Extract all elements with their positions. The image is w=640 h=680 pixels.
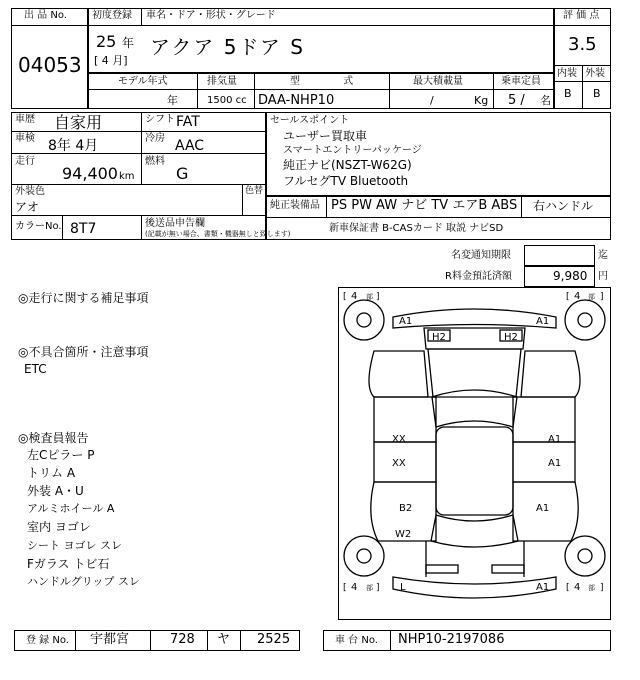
max-load-label: 最大積載量 bbox=[413, 76, 463, 87]
year-unit: 年 bbox=[122, 36, 135, 50]
inspector-line-6: シート ヨゴレ スレ bbox=[27, 539, 122, 552]
mark-right-rear-door: A1 bbox=[548, 458, 562, 469]
roof bbox=[436, 427, 513, 515]
svg-text:]: ] bbox=[376, 583, 380, 593]
mark-left-front-door: XX bbox=[392, 434, 406, 445]
defects-label: ◎不具合箇所・注意事項 bbox=[18, 345, 149, 359]
tire-front-left bbox=[344, 300, 384, 340]
mark-rear-bumper-left: L bbox=[400, 582, 406, 593]
svg-text:]: ] bbox=[600, 583, 604, 593]
mileage-unit: km bbox=[119, 171, 135, 182]
interior-grade: B bbox=[564, 87, 572, 100]
lot-label: 出 品 No. bbox=[24, 10, 67, 21]
rear-bumper bbox=[393, 577, 556, 598]
capacity: 5 / bbox=[508, 93, 525, 108]
car-name: アクア 5ドア S bbox=[150, 35, 305, 59]
inspection: 8年 4月 bbox=[48, 138, 99, 154]
max-load-unit: Kg bbox=[474, 94, 489, 107]
model-year-unit: 年 bbox=[167, 94, 178, 107]
history: 自家用 bbox=[54, 113, 103, 132]
steering: 右ハンドル bbox=[533, 199, 594, 213]
right-front-door bbox=[513, 397, 575, 442]
mileage-label: 走行 bbox=[15, 156, 35, 167]
recycle-label: R料金預託済額 bbox=[445, 271, 512, 282]
score-label: 評 価 点 bbox=[563, 10, 600, 21]
model-code: DAA-NHP10 bbox=[258, 93, 335, 108]
sales-point-2: スマートエントリーパッケージ bbox=[283, 145, 422, 156]
shift-label: シフト bbox=[145, 114, 175, 125]
notice-unit: 迄 bbox=[598, 250, 608, 261]
inspector-line-3: 外装 A・U bbox=[27, 484, 84, 498]
tire-br: 4 bbox=[574, 582, 581, 593]
tire-unit-tl: 部 bbox=[366, 293, 373, 301]
svg-text:]: ] bbox=[600, 292, 604, 302]
svg-text:[: [ bbox=[343, 583, 347, 593]
capacity-unit: 名 bbox=[540, 94, 551, 107]
exterior-color-label: 外装色 bbox=[15, 186, 45, 197]
equipment-docs: 新車保証書 B-CASカード 取説 ナビSD bbox=[329, 223, 504, 234]
svg-text:部: 部 bbox=[588, 584, 595, 592]
tire-bl: 4 bbox=[351, 582, 358, 593]
first-reg-label: 初度登録 bbox=[92, 10, 132, 21]
mark-front-bumper-right: A1 bbox=[536, 316, 550, 327]
mark-left-rear-wheel: W2 bbox=[395, 529, 412, 540]
right-front-fender bbox=[521, 351, 580, 397]
fuel-label: 燃料 bbox=[145, 156, 165, 167]
reg-number: 2525 bbox=[257, 632, 291, 647]
first-reg-year: 25 bbox=[96, 32, 117, 51]
tire-rear-right bbox=[565, 536, 605, 576]
mark-right-front-door: A1 bbox=[548, 434, 562, 445]
svg-text:]: ] bbox=[376, 292, 380, 302]
interior-label: 内装 bbox=[557, 68, 577, 79]
chassis-label: 車 台 No. bbox=[335, 635, 378, 646]
car-damage-diagram bbox=[338, 287, 612, 621]
exterior-grade: B bbox=[593, 87, 601, 100]
history-label: 車歴 bbox=[15, 114, 35, 125]
tire-rear-left bbox=[344, 536, 384, 576]
score-value: 3.5 bbox=[568, 34, 597, 55]
displacement: 1500 cc bbox=[207, 95, 247, 106]
driving-notes-label: ◎走行に関する補足事項 bbox=[18, 291, 149, 305]
rear-glass bbox=[431, 515, 518, 547]
model-label: 型 式 bbox=[290, 76, 354, 87]
inspector-line-5: 室内 ヨゴレ bbox=[27, 520, 91, 534]
inspector-line-4: アルミホイール A bbox=[27, 502, 115, 515]
mark-rear-bumper-right: A1 bbox=[536, 582, 550, 593]
displacement-label: 排気量 bbox=[207, 76, 237, 87]
mark-hood-left: H2 bbox=[432, 332, 446, 343]
max-load-slash: / bbox=[430, 94, 434, 107]
reg-class: 728 bbox=[170, 632, 195, 647]
car-name-label: 車名・ドア・形状・グレード bbox=[146, 10, 276, 21]
inspector-line-2: トリム A bbox=[27, 466, 76, 480]
mileage: 94,400 bbox=[62, 164, 118, 183]
model-year-label: モデル年式 bbox=[118, 76, 168, 87]
sales-point-3: 純正ナビ(NSZT-W62G) bbox=[283, 158, 412, 172]
tire-front-right bbox=[565, 300, 605, 340]
exterior-label: 外装 bbox=[585, 68, 605, 79]
mark-front-bumper-left: A1 bbox=[399, 316, 413, 327]
mark-hood-right: H2 bbox=[504, 332, 518, 343]
equipment-items: PS PW AW ナビ TV エアB ABS bbox=[331, 198, 518, 213]
rear-lamp-left bbox=[426, 565, 458, 573]
mark-right-rear-fender: A1 bbox=[536, 503, 550, 514]
front-bumper bbox=[393, 309, 556, 328]
color-no: 8T7 bbox=[70, 221, 97, 237]
rear-lamp-right bbox=[492, 565, 524, 573]
equipment-label: 純正装備品 bbox=[270, 200, 320, 211]
reg-label: 登 録 No. bbox=[26, 635, 69, 646]
inspection-label: 車検 bbox=[15, 133, 35, 144]
fuel: G bbox=[176, 164, 189, 183]
notice-label: 名変通知期限 bbox=[451, 250, 511, 261]
chassis-number: NHP10-2197086 bbox=[398, 632, 505, 647]
first-reg-month: [ 4 月] bbox=[94, 54, 128, 67]
color-change-label: 色替 bbox=[245, 186, 264, 196]
windshield bbox=[432, 390, 517, 427]
inspector-line-1: 左Cピラー P bbox=[27, 448, 95, 462]
tire-tr: 4 bbox=[574, 291, 581, 302]
recycle-unit: 円 bbox=[598, 271, 608, 282]
recycle-value: 9,980 bbox=[553, 269, 588, 283]
ac-label: 冷房 bbox=[145, 133, 165, 144]
tire-tl: 4 bbox=[351, 291, 358, 302]
mark-left-rear-fender: B2 bbox=[399, 503, 413, 514]
sales-point-1: ユーザー買取車 bbox=[283, 129, 368, 143]
mark-left-rear-door: XX bbox=[392, 458, 406, 469]
ac: AAC bbox=[175, 138, 205, 154]
reg-area: 宇都宮 bbox=[90, 632, 130, 647]
inspector-line-8: ハンドルグリップ スレ bbox=[27, 575, 140, 588]
right-rear-door bbox=[513, 442, 575, 482]
color-no-label: カラーNo. bbox=[15, 221, 62, 232]
lot-number: 04053 bbox=[18, 53, 82, 77]
svg-text:[: [ bbox=[343, 292, 347, 302]
svg-text:[: [ bbox=[566, 292, 570, 302]
sales-points-label: セールスポイント bbox=[270, 115, 350, 126]
defects-text: ETC bbox=[24, 362, 47, 376]
exterior-color: アオ bbox=[15, 200, 39, 214]
sales-point-4: フルセグTV Bluetooth bbox=[283, 174, 409, 188]
svg-text:[: [ bbox=[566, 583, 570, 593]
inspector-line-7: Fガラス トビ石 bbox=[27, 557, 110, 571]
after-report-label: 後送品申告欄 bbox=[145, 218, 205, 229]
inspector-label: ◎検査員報告 bbox=[18, 431, 89, 445]
after-report-note: (記載が無い場合、書類・機器無しと致します) bbox=[145, 230, 291, 238]
left-front-fender bbox=[369, 351, 428, 397]
notice-box bbox=[524, 245, 595, 266]
reg-kana: ヤ bbox=[217, 632, 231, 647]
shift: FAT bbox=[176, 114, 200, 130]
capacity-label: 乗車定員 bbox=[501, 76, 541, 87]
svg-text:部: 部 bbox=[366, 584, 373, 592]
tire-unit-tr: 部 bbox=[588, 293, 595, 301]
